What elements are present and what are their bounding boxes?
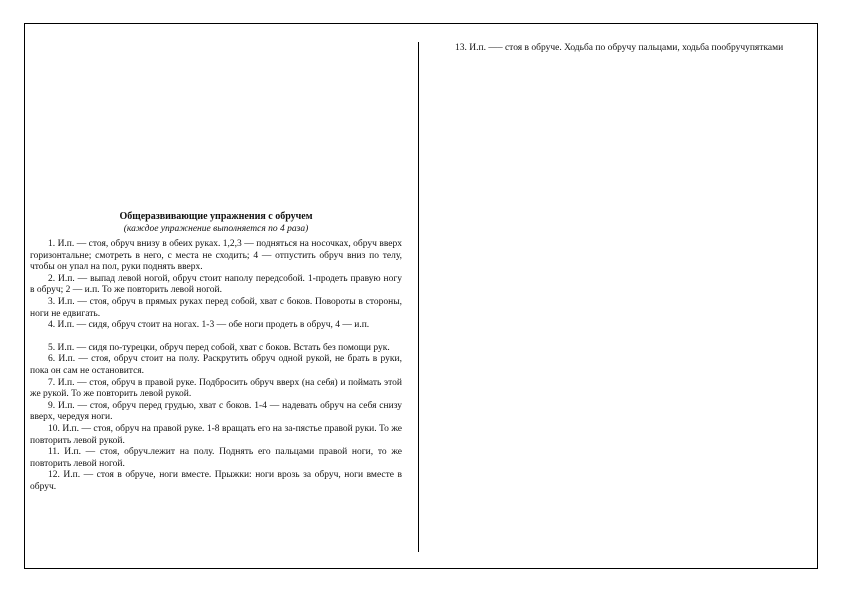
exercise-5: 5. И.п. — сидя по-турецки, обруч перед собой, хват с боков. Встать без помощи рук. bbox=[48, 342, 390, 353]
exercise-13: 13. И.п. —– стоя в обруче. Ходьба по обручу пальцами, ходьба пообручупятками bbox=[455, 43, 784, 53]
right-column bbox=[437, 43, 787, 55]
exercise-1: 1. И.п. — стоя, обруч внизу в обеих руках. 1,2,3 — подняться на носочках, обруч вверх горизонтальне; смотреть в него, с места не сходить; 4 — отпустить обруч вниз по телу, чтобы он упал на пол, руки поднять вверх. bbox=[30, 239, 402, 273]
exercise-6: 6. И.п. — стоя, обруч стоит на полу. Раскрутить обруч одной рукой, не брать в руки, пока он сам не остановится. bbox=[30, 354, 402, 376]
column-divider bbox=[418, 42, 419, 552]
left-column bbox=[30, 211, 402, 493]
exercise-2: 2. И.п. — выпад левой ногой, обруч стоит наполу передсобой. 1-продеть правую ногу в обруч; 2 — и.п. То же повторить левой ногой. bbox=[30, 273, 402, 296]
exercise-3: 3. И.п. — стоя, обруч в прямых руках перед собой, хват с боков. Повороты в стороны, ноги не едвигать. bbox=[30, 296, 402, 319]
exercise-12: 12. И.п. — стоя в обруче, ноги вместе. Прыжки: ноги врозь за обруч, ноги вместе в обруч. bbox=[30, 470, 402, 492]
exercise-4: 4. И.п. — сидя, обруч стоит на ногах. 1-3 — обе ноги продеть в обруч, 4 — и.п. bbox=[48, 320, 370, 331]
exercise-9: 9. И.п. — стоя, обруч перед грудью, хват с боков. 1-4 — надевать обруч на себя снизу вверх, чередуя ноги. bbox=[30, 400, 402, 423]
section-title: Общеразвивающие упражнения с обручем bbox=[119, 211, 313, 222]
exercise-7: 7. И.п. — стоя, обруч в правой руке. Подбросить обруч вверх (на себя) и поймать этой же рукой. То же повторить левой рукой. bbox=[30, 377, 402, 400]
section-subtitle: (каждое упражнение выполняется по 4 раза) bbox=[123, 224, 309, 234]
exercise-10: 10. И.п. — стоя, обруч на правой руке. 1-8 вращать его на за-пястье правой руки. То же повторить левой рукой. bbox=[30, 423, 402, 446]
exercise-11: 11. И.п. — стоя, обруч.лежит на полу. Поднять его пальцами правой ноги, то же повторить левой ногой. bbox=[30, 447, 402, 469]
